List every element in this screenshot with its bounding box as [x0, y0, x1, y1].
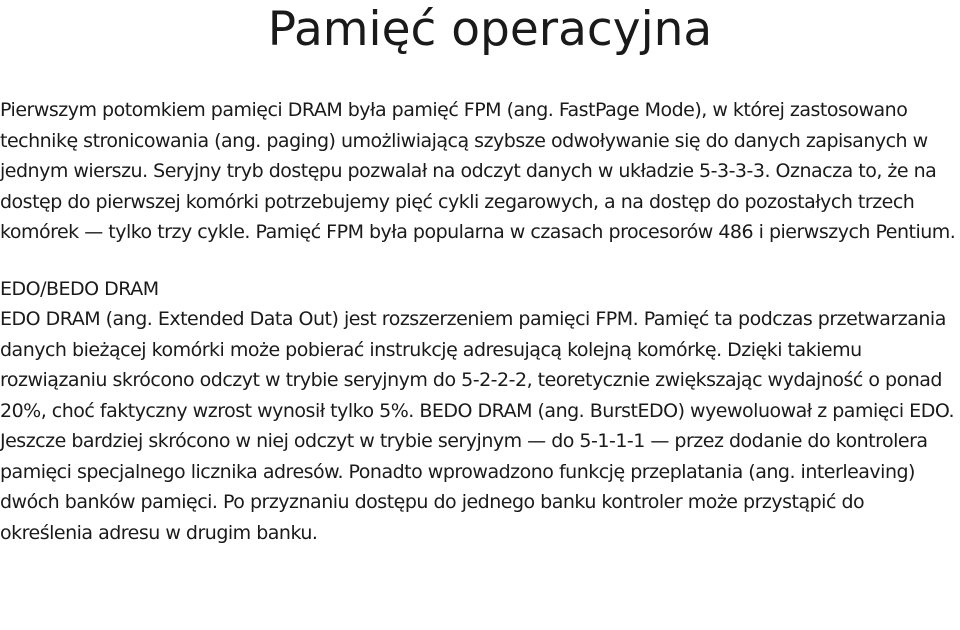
- paragraph-spacer: [0, 248, 960, 274]
- paragraph-fpm: Pierwszym potomkiem pamięci DRAM była pamięć FPM (ang. FastPage Mode), w której zastosowano technikę stronicowania (ang. paging) umożliwiającą szybsze odwoływanie się do danych zapisanych w jednym wierszu. Seryjny tryb dostępu pozwalał na odczyt danych w układzie 5-3-3-3. Oznacza to, że na dostęp do pierwszej komórki potrzebujemy pięć cykli zegarowych, a na dostęp do pozostałych trzech komórek — tylko trzy cykle. Pamięć FPM była popularna w czasach procesorów 486 i pierwszych Pentium.: [0, 99, 956, 243]
- slide-title: Pamięć operacyjna: [267, 2, 713, 57]
- slide-body: [0, 95, 960, 548]
- section-heading-edo-bedo: EDO/BEDO DRAM: [0, 277, 159, 300]
- paragraph-edo-bedo: EDO DRAM (ang. Extended Data Out) jest rozszerzeniem pamięci FPM. Pamięć ta podczas przetwarzania danych bieżącej komórki może pobierać instrukcję adresującą kolejną komórkę. Dzięki takiemu rozwiązaniu skrócono odczyt w trybie seryjnym do 5-2-2-2, teoretycznie zwiększając wydajność o ponad 20%, choć faktyczny wzrost wynosił tylko 5%. BEDO DRAM (ang. BurstEDO) wyewoluował z pamięci EDO. Jeszcze bardziej skrócono w niej odczyt w trybie seryjnym — do 5-1-1-1 — przez dodanie do kontrolera pamięci specjalnego licznika adresów. Ponadto wprowadzono funkcję przeplatania (ang. interleaving) dwóch banków pamięci. Po przyznaniu dostępu do jednego banku kontroler może przystąpić do określenia adresu w drugim banku.: [0, 308, 955, 544]
